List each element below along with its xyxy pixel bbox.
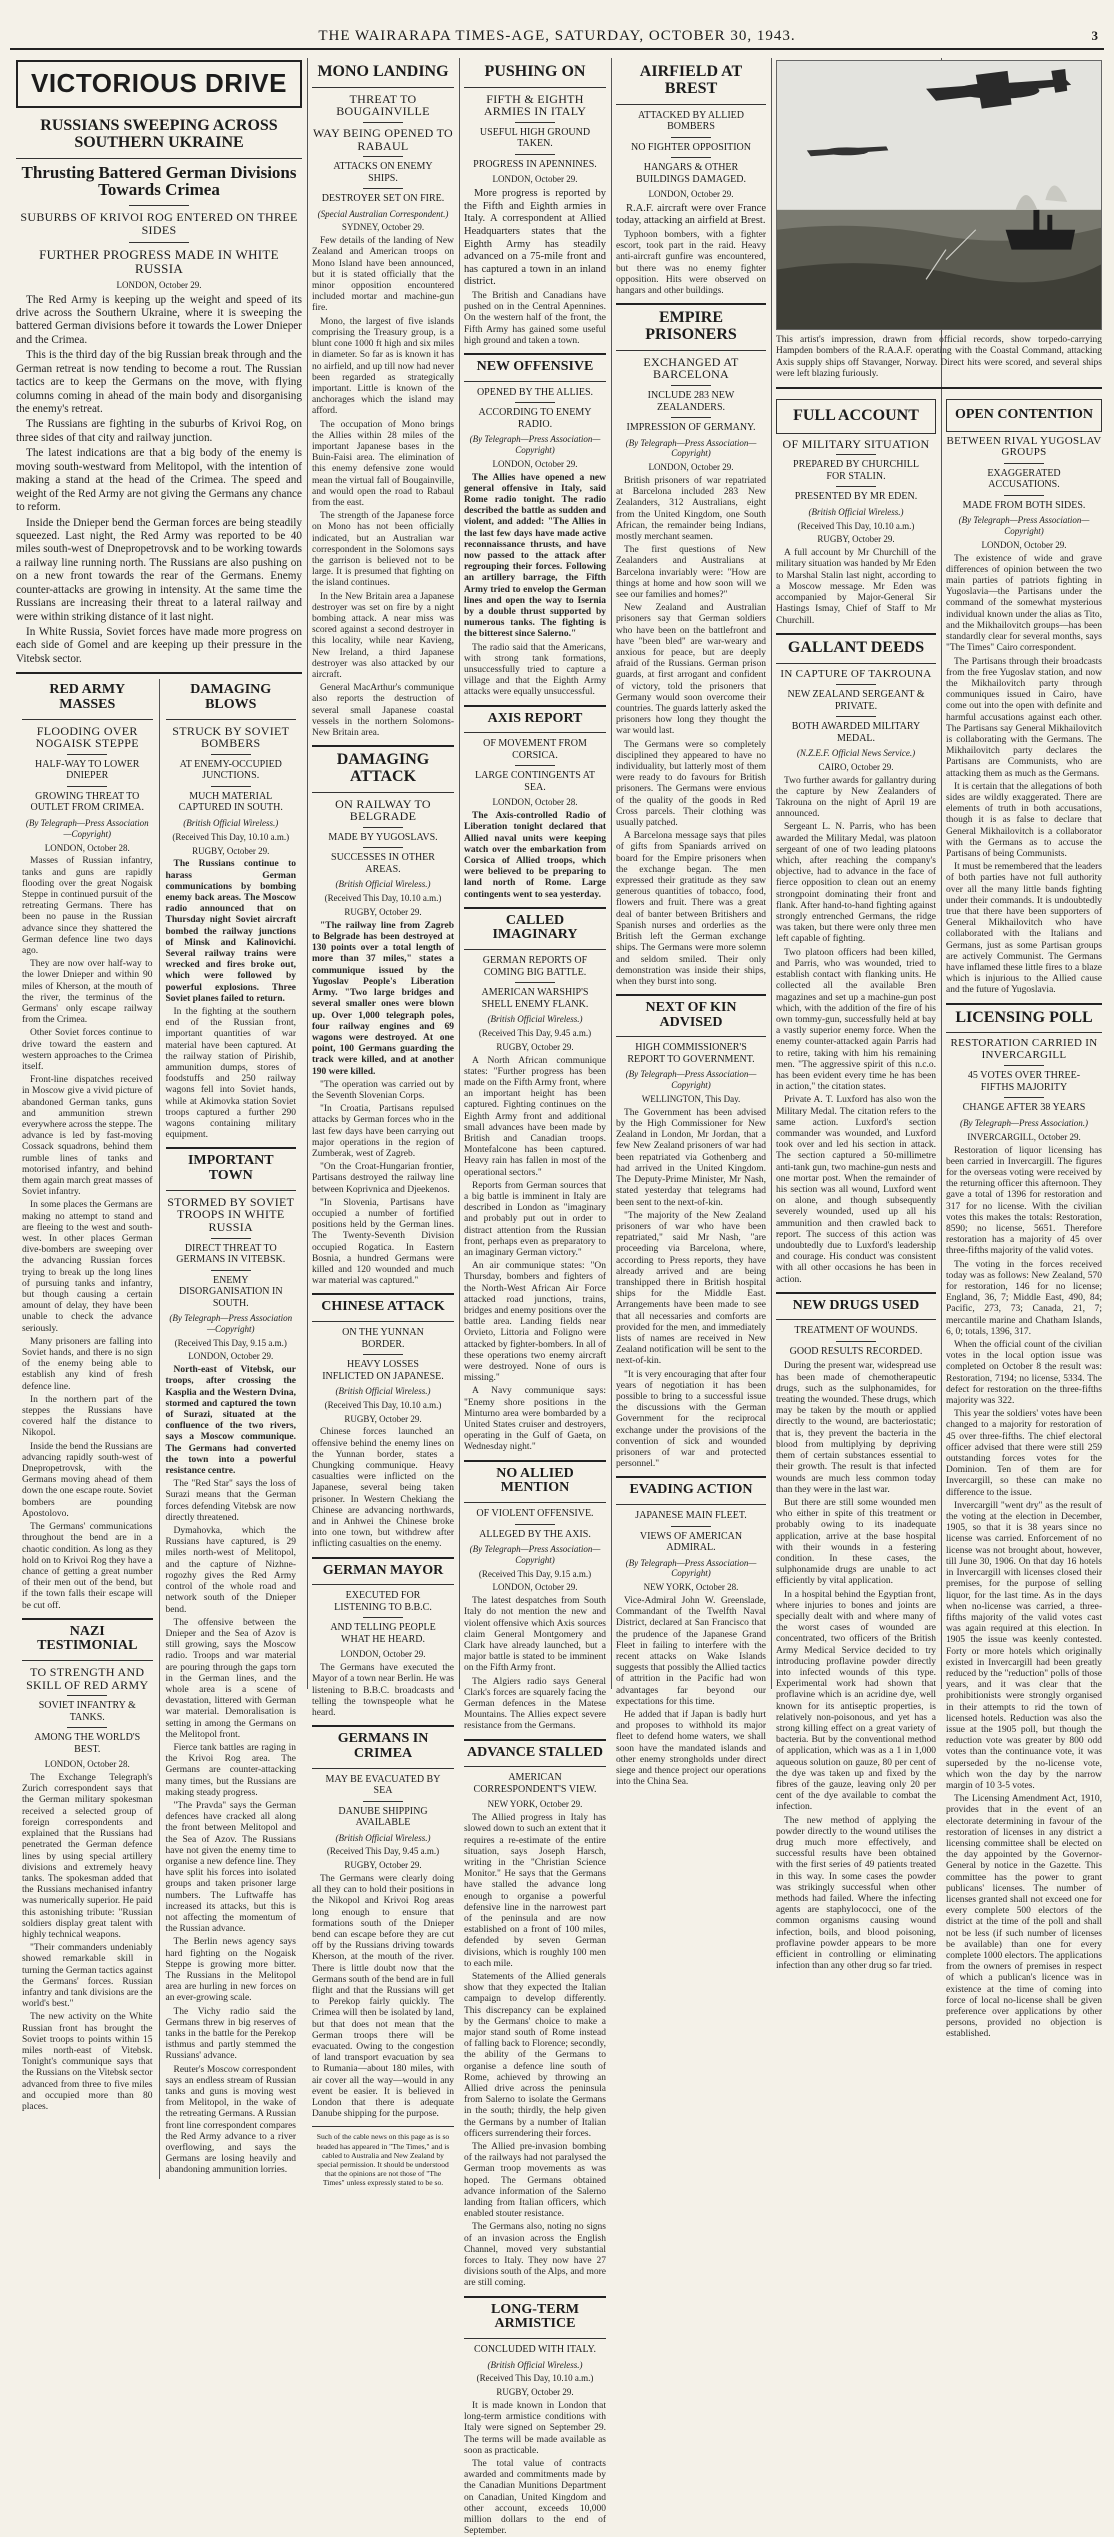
paragraph: The latest despatches from South Italy do not mention the new and violent offensive which Axis sources claim General Montgomery and Clark have already launched, but a major battle is stated to be imminent on the Fifth Army front.	[464, 1596, 606, 1674]
dateline: LONDON, October 28.	[492, 797, 578, 808]
deck: NEW ZEALAND SERGEANT & PRIVATE.	[787, 689, 925, 712]
dateline: LONDON, October 29.	[648, 189, 734, 200]
paragraph: Chinese forces launched an offensive behind the enemy lines on the Yunnan border, states a Chungking communique. Heavy casualties were inflicted on the Japanese, several being taken prisoner. In Western Chekiang the Chinese are advancing northwards, and in Anhwei the Chinese broke into one town, but withdrew after inflicting casualties on the enemy.	[312, 1427, 454, 1550]
paragraph: The latest indications are that a big body of the enemy is moving south-westward from Melitopol, with the intention of making a stand at the head of the Crimea. The speed and weight of the Red Army are not giving the Germans any chance to reform.	[16, 447, 302, 514]
paragraph: The Government has been advised by the High Commissioner for New Zealand in London, Mr Jordan, that a few New Zealand prisoners of war had been repatriated via Gothenberg and had arrived in the United Kingdom. The Deputy-Prime Minister, Mr Nash, stated yesterday that telegrams had been sent to the next-of-kin.	[616, 1107, 766, 1208]
paragraph: But there are still some wounded men who either in spite of this treatment or probably owing to its inadequate application, arrive at the base hospital with their wounds in a festering condition. In these cases, the sulphonamide drugs are unable to act efficiently by vital application.	[776, 1497, 936, 1587]
column-6	[776, 395, 936, 1972]
paragraph: An air communique states: "On Thursday, bombers and fighters of the North-West African Air Force attacked road junctions, trains, bridges and enemy positions over the battle area. Landing fields near Orvieto, Littoria and Foligno were attacked by fighter-bombers. In all of these operations two enemy aircraft were destroyed. None of ours is missing."	[464, 1261, 606, 1384]
dateline: RUGBY, October 29.	[192, 845, 270, 856]
dateline: RUGBY, October 29.	[344, 1860, 422, 1871]
deck: FLOODING OVER NOGAISK STEPPE	[35, 723, 139, 751]
deck: ENEMY DISORGANISATION IN SOUTH.	[178, 1274, 283, 1309]
credit: (British Official Wireless.)	[808, 506, 904, 517]
deck: ATTACKS ON ENEMY SHIPS.	[333, 161, 433, 184]
deck: TO STRENGTH AND SKILL OF RED ARMY	[26, 1665, 149, 1692]
deck: ON THE YUNNAN BORDER.	[342, 1327, 424, 1350]
column-rule	[459, 58, 460, 1689]
paragraph: Reuter's Moscow correspondent says an endless stream of Russian tanks and guns is moving west from Melitopol, in the wake of the retreating Germans. A Russian front line correspondent compares the Red Army advance to a river overflowing, and says the Germans are losing heavily and abandoning ammunition lorries.	[165, 2064, 296, 2176]
dateline: LONDON, October 29.	[188, 1351, 274, 1362]
headline: NEW OFFENSIVE	[476, 359, 594, 375]
deck: CHANGE AFTER 38 YEARS	[962, 1102, 1086, 1114]
credit: (By Telegraph—Press Association—Copyright)	[469, 1544, 601, 1565]
paragraph: The Germans were clearly doing all they can to hold their positions in the Nikopol and Krivoi Rog areas long enough to ensure that formations south of the Dnieper bend can escape before they are cut off by the Russians driving towards Kherson, at the mouth of the river. There is little doubt now that the Germans south of the bend are in full flight and that the Russians will get to Perekop fairly quickly. The Crimea will then be isolated by land, but that does not mean that the German troops there will be evacuated. Owing to the congestion of land transport evacuation by sea to Rumania—about 180 miles, with air cover all the way—would in any event be easier. It is believed in London that there is adequate Danube shipping for the purpose.	[312, 1873, 454, 2120]
credit: (British Official Wireless.)	[487, 2359, 583, 2370]
deck: THREAT TO BOUGAINVILLE	[336, 91, 430, 119]
paragraph: "The operation was carried out by the Seventh Slovenian Corps.	[312, 1079, 454, 1101]
deck: LARGE CONTINGENTS AT SEA.	[475, 770, 595, 793]
deck: JAPANESE MAIN FLEET.	[635, 1510, 747, 1522]
headline: IMPORTANT TOWN	[187, 1153, 274, 1184]
headline: CALLED IMAGINARY	[492, 912, 578, 943]
paragraph: North-east of Vitebsk, our troops, after crossing the Kasplia and the Western Dvina, stormed and captured the town of Surazi, situated at the confluence of the two rivers, says a Moscow communique. The Germans had converted the town into a powerful resistance centre.	[165, 1365, 296, 1477]
deck: GOOD RESULTS RECORDED.	[789, 1345, 923, 1357]
paragraph: The occupation of Mono brings the Allies within 28 miles of the important Japanese bases in the Buin-Faisi area. The elimination of this enemy defensive zone would mean the virtual fall of Bougainville, and would open the road to Rabaul from the east.	[312, 419, 454, 508]
headline: AIRFIELD AT BREST	[639, 63, 743, 97]
credit: (British Official Wireless.)	[335, 879, 431, 890]
deck: GROWING THREAT TO OUTLET FROM CRIMEA.	[30, 790, 144, 814]
deck: IMPRESSION OF GERMANY.	[626, 422, 756, 434]
paragraph: The total value of contracts awarded and commitments made by the Canadian Munitions Department on Canadian, United Kingdom and other account, exceeds 10,000 million dollars to the end of September.	[464, 2458, 606, 2537]
column-5	[616, 60, 766, 1788]
deck: ATTACKED BY ALLIED BOMBERS	[637, 109, 745, 133]
full-account-box	[776, 399, 936, 434]
paragraph: Typhoon bombers, with a fighter escort, took part in the raid. Heavy anti-aircraft gunfire was encountered, but there was no enemy fighter opposition. Hits were observed on hangars and other buildings.	[616, 230, 766, 297]
deck: DIRECT THREAT TO GERMANS IN VITEBSK.	[176, 1242, 286, 1266]
paragraph: Front-line dispatches received in Moscow give a vivid picture of abandoned German tanks, guns and ammunition strewn everywhere across the steppe. The advance is led by fast-moving Cossack squadrons, behind them rumble lines of tanks and motorised infantry, and behind them again march great masses of Soviet infantry.	[22, 1075, 153, 1198]
received: (Received This Day, 9.45 a.m.)	[478, 1027, 592, 1038]
headline: RED ARMY MASSES	[49, 682, 126, 713]
paragraph: "The majority of the New Zealand prisoners of war who have been repatriated," said Mr Nash, "are proceeding via Barcelona, where, according to Press reports, they have already arrived and are being transhipped there in British hospital ships for the Middle East. Arrangements have been made to see that all necessaries and comforts are provided for the men, and immediately lists of names are received in New Zealand notification will be sent to the next-of-kin.	[616, 1210, 766, 1367]
column-7	[946, 395, 1102, 2040]
paragraph: The Russians continue to harass German communications by bombing enemy back areas. The Moscow radio announced that on Thursday night Soviet aircraft bombed the railway junctions of Minsk and Kalinovichi. Several railway trains were wrecked and fires broke out, which were followed by powerful explosions. Three Soviet planes failed to return.	[165, 859, 296, 1004]
deck: FIFTH & EIGHTH ARMIES IN ITALY	[483, 91, 587, 119]
deck: DESTROYER SET ON FIRE.	[321, 193, 445, 205]
paragraph: "In Croatia, Partisans repulsed attacks by German forces who in the last few days have been carrying out major operations in the region of Zumberak, west of Zagreb.	[312, 1104, 454, 1159]
lead-deck: Thrusting Battered German Divisions Towards Crimea	[21, 162, 297, 200]
dateline: SYDNEY, October 29.	[341, 222, 425, 233]
headline: DAMAGING BLOWS	[190, 682, 272, 713]
paragraph: "It is very encouraging that after four years of negotiation it has been possible to bring to a successful issue the discussions with the German Government for the reciprocal exchange under the provisions of the convention of sick and wounded prisoners of war and protected personnel."	[616, 1369, 766, 1470]
paragraph: Invercargill "went dry" as the result of the voting at the election in December, 1905, so that it is 38 years since no license was carried. Enforcement of no license was not brought about, however, till June 30, 1906. On that day 16 hotels in Invercargill with licenses closed their premises, for the purpose of selling liquor, for the last time. As in the days when no-license was carried, a three-fifths majority of the valid votes cast was again required at this election. In 1905 the issue was keenly contested. Forty or more hotels which originally existed in Invercargill had been greatly reduced by the "reduction" polls of those years, and it was clear that the prohibitionists were strongly organised in their attempts to rid the town of licensed hotels. Reduction was also the issue at the 1905 poll, but though the reduction vote was greater by 800 odd votes than the continuance vote, it was superseded by the no-license vote, which won the day by the narrow margin of 10 3-5 votes.	[946, 1500, 1102, 1791]
paragraph: During the present war, widespread use has been made of chemotherapeutic drugs, such as the sulphonamides, for treating the wounded. These drugs, which may be taken by the mouth or applied directly to the wound, are bacteriostatic; that is, they prevent the bacteria in the blood from multiplying by depriving them of certain substances essential to their growth. The result is that infected wounds are much less common today than they were in the last war.	[776, 1361, 936, 1495]
deck: RESTORATION CARRIED IN INVERCARGILL	[950, 1037, 1098, 1061]
paragraph: In the northern part of the steppes the Russians have covered half the distance to Nikopol.	[22, 1394, 153, 1439]
paragraph: The Vichy radio said the Germans threw in big reserves of tanks in the battle for the Perekop isthmus and partly stemmed the Russians' advance.	[165, 2006, 296, 2062]
received: (Received This Day, 10.10 a.m.)	[324, 893, 442, 904]
deck: GERMAN REPORTS OF COMING BIG BATTLE.	[482, 955, 588, 978]
paragraph: In a hospital behind the Egyptian front, where injuries to bones and joints are specially dealt with and where many of the worst cases of wounded are concentrated, two officers of the British Army Medical Service decided to try introducing proflavine powder directly into infected wounds of this type. Experimental work had shown that proflavine which is an acridine dye, well known for its antiseptic properties, is relatively non-poisonous, and yet has a strong killing effect on a great variety of bacteria. But by the conventional method of application, which was as a 1 in 1,000 aqueous solution on gauze, 80 per cent of the dye was taken up and fixed by the fibres of the gauze, leaving only 20 per cent of the dye available to combat the infection.	[776, 1589, 936, 1813]
headline: LONG-TERM ARMISTICE	[491, 2301, 579, 2332]
paragraph: The first questions of New Zealanders and Australians at Barcelona invariably were: "How are things at home and how soon will we see our families and homes?"	[616, 545, 766, 600]
article-damaging-blows	[160, 679, 303, 2178]
credit: (By Telegraph—Press Association—Copyright)	[625, 437, 757, 459]
paragraph: The Algiers radio says General Clark's forces are squarely facing the German defences in the Matese Mountains. The Allies expect severe resistance from the Germans.	[464, 1676, 606, 1732]
deck: OF VIOLENT OFFENSIVE.	[476, 1508, 594, 1520]
credit: (N.Z.E.F. Official News Service.)	[796, 748, 916, 759]
paragraph: They are now over half-way to the lower Dnieper and within 90 miles of Kherson, at the mouth of the river, the terminus of the Germans' only escape railway from the Crimea.	[22, 959, 153, 1026]
dateline: LONDON, October 29.	[981, 539, 1067, 550]
paragraph: R.A.F. aircraft were over France today, attacking an airfield at Brest.	[616, 202, 766, 227]
deck: HEAVY LOSSES INFLICTED ON JAPANESE.	[322, 1359, 444, 1382]
paragraph: Two platoon officers had been killed, and Parris, who was wounded, tried to establish contact with flanking units. He collected all the available Bren magazines and set up a machine-gun post which, with the addition of the fire of his own tommy-gun, successfully held at bay a vastly superior enemy force. When the enemy counter-attacked again Parris had to retire, taking with him his remaining men. "The aggressive spirit of this n.c.o. has been evident every time he has been in action," the citation states.	[776, 947, 936, 1093]
paragraph: The Allied pre-invasion bombing of the railways had not paralysed the German troop movements as was hoped. The Germans obtained advance information of the Salerno landing from Italian officers, which enabled stouter resistance.	[464, 2142, 606, 2220]
deck: OF MILITARY SITUATION	[782, 436, 930, 451]
dateline: LONDON, October 29.	[648, 462, 734, 473]
deck: MADE BY YUGOSLAVS.	[328, 831, 438, 843]
paragraph: The Exchange Telegraph's Zurich correspondent says that the German military spokesman received a selected group of foreign correspondents and explained that the Russians had penetrated the German defence lines by using special artillery divisions and extremely heavy tanks. The spokesman added that the Russians mechanised infantry was numerically superior. He paid this astonishing tribute: "Russian soldiers display great talent with highly technical weapons.	[22, 1773, 153, 1940]
page-number: 3	[1091, 28, 1098, 43]
dateline: NEW YORK, October 29.	[487, 1799, 583, 1810]
credit: (By Telegraph—Press Association—Copyright)	[625, 1069, 757, 1091]
dateline: LONDON, October 29.	[116, 279, 202, 290]
bomber-illustration-art	[777, 61, 1101, 329]
paragraph: Other Soviet forces continue to drive toward the eastern and western approaches to the Crimea itself.	[22, 1028, 153, 1072]
masthead	[10, 28, 1104, 50]
dateline: LONDON, October 29.	[492, 458, 578, 469]
lead-headline-box	[16, 60, 302, 108]
deck: WAY BEING OPENED TO RABAUL	[312, 125, 454, 153]
paragraph: He added that if Japan is badly hurt and proposes to withhold its major fleet to defend home waters, we shall soon have the mandated islands and other enemy strongholds under direct siege and thence project our operations into the China Sea.	[616, 1709, 766, 1788]
deck: SOVIET INFANTRY & TANKS.	[38, 1700, 136, 1723]
headline: GERMAN MAYOR	[322, 1562, 444, 1578]
deck: AT ENEMY-OCCUPIED JUNCTIONS.	[179, 758, 282, 782]
paragraph: The Red Army is keeping up the weight and speed of its drive across the Southern Ukraine, where it is sweeping the battered German divisions before it towards the Lower Dnieper and the Crimea.	[16, 293, 302, 346]
open-contention-box	[946, 399, 1102, 432]
headline: ADVANCE STALLED	[466, 1744, 603, 1760]
paragraph: A Navy communique says: "Enemy shore positions in the Minturno area were bombarded by a United States cruiser and destroyers, operating in the Gulf of Gaeta, on Wednesday night."	[464, 1386, 606, 1453]
dateline: RUGBY, October 29.	[344, 907, 422, 918]
paragraph: A North African communique states: "Further progress has been made on the Fifth Army front, where an important height has been captured. Fighting continues on the Eighth Army front and additional small advances have been made by British and Canadian troops. Montefalcone has been captured. Heavy rain has fallen in most of the operational sectors."	[464, 1055, 606, 1178]
dateline: WELLINGTON, This Day.	[641, 1094, 741, 1105]
paragraph: In the New Britain area a Japanese destroyer was set on fire by a night bombing attack. A near miss was scored against a second destroyer in this locality, while near Kavieng, New Ireland, a third Japanese destroyer was also attacked by our aircraft.	[312, 591, 454, 680]
paragraph: Inside the bend the Russians are advancing rapidly south-west of Dnepropetrovsk, with the Germans moving ahead of them down the one escape route. Soviet bombers are pounding Apostolovo.	[22, 1441, 153, 1519]
received: (Received This Day, 10.10 a.m.)	[172, 831, 290, 842]
paragraph: It is certain that the allegations of both sides are wildly exaggerated. There are elements of truth in both accusations, though it is as false to declare that General Mikhailovitch is a collaborator with the Germans as to accuse the Partisans of being Communists.	[946, 781, 1102, 859]
received: (Received This Day, 9.15 a.m.)	[174, 1337, 287, 1348]
deck: AMONG THE WORLD'S BEST.	[34, 1732, 141, 1755]
dateline: LONDON, October 29.	[340, 1649, 426, 1660]
paragraph: When the official count of the civilian votes in the local option issue was completed on October 8 the result was: Restoration, 7194; no license, 5334. The defect for restoration on the three-fifths majority was 322.	[946, 1340, 1102, 1407]
paragraph: The new method of applying the powder directly to the wound utilises the drug much more effectively, and successful results have been obtained with the first series of 49 patients treated in this way. In some cases the powder was strikingly successful when other methods had failed. Where the infecting agents are staphylococci, one of the common organisms causing wound infection, boils, and blood poisoning, proflavine powder appears to be more efficient in controlling or eliminating infection than any other drug so far tried.	[776, 1815, 936, 1972]
credit: (By Telegraph—Press Association—Copyright)	[958, 515, 1090, 537]
paragraph: The Germans also, noting no signs of an invasion across the English Channel, moved very substantial forces to Italy. They now have 27 divisions south of the Alps, and more are still coming.	[464, 2222, 606, 2289]
paragraph: The strength of the Japanese force on Mono has not been officially indicated, but an Australian war correspondent in the Solomons says the garrison is believed not to be large. It is presumed that fighting on the island continues.	[312, 511, 454, 589]
paragraph: The British and Canadians have pushed on in the Central Apennines. On the western half of the front, the Fifth Army has gained some useful high ground and taken a town.	[464, 291, 606, 346]
deck: STORMED BY SOVIET TROOPS IN WHITE RUSSIA	[167, 1194, 295, 1234]
paragraph: The offensive between the Dnieper and the Sea of Azov is still growing, says the Moscow radio. Troops and war material are pouring through the gaps torn in the German lines, and the whole area is a scene of devastation, littered with German war material. Demoralisation is setting in among the Germans on the Melitopol front.	[165, 1617, 296, 1740]
deck: AND TELLING PEOPLE WHAT HE HEARD.	[330, 1622, 436, 1645]
credit: (British Official Wireless.)	[335, 1832, 431, 1843]
deck: MADE FROM BOTH SIDES.	[962, 499, 1086, 511]
deck: PROGRESS IN APENNINES.	[473, 158, 597, 170]
received: (Received This Day, 10.10 a.m.)	[476, 2373, 594, 2384]
paragraph: The radio said that the Americans, with strong tank formations, unsuccessfully tried to capture a village and that the Eighth Army attacks were equally unsuccessful.	[464, 642, 606, 698]
dateline: LONDON, October 29.	[492, 1582, 578, 1593]
paragraph: New Zealand and Australian prisoners say that German soldiers who have been on the battlefront and have "been bled" are war-weary and anxious for peace, but are deeply afraid of the Russians. German prison guards, at first arrogant and confident of victory, told the prisoners that Germany would soon overcome their countries. The guards latterly asked the prisoners how long they thought the war would last.	[616, 603, 766, 737]
received: (Received This Day, 9.15 a.m.)	[478, 1568, 592, 1579]
paragraph: The Germans have executed the Mayor of a town near Berlin. He was listening to B.B.C. broadcasts and telling the townspeople what he heard.	[312, 1663, 454, 1718]
received: (Received This Day, 10.10 a.m.)	[797, 520, 915, 531]
paragraph: The Axis-controlled Radio of Liberation tonight declared that Allied naval units were keeping watch over the embarkation from Corsica of Allied troops, which were believed to be preparing to land north of Rome. Large contingents went to sea yesterday.	[464, 811, 606, 900]
paragraph: Many prisoners are falling into Soviet hands, and there is no sign of the enemy being able to establish any kind of fresh defence line.	[22, 1336, 153, 1392]
paragraph: The Licensing Amendment Act, 1910, provides that in the event of an electorate determining in favour of the restoration of licenses in any district a licensing committee shall be elected on the day appointed by the Governor-General by notice in the Gazette. This committee has the power to grant publicans' licenses. The number of licenses granted shall not exceed one for every complete 500 electors of the district at the time of the poll and shall not be less (if such number of licenses be available) than one for every complete 1000 electors. The applications from the owners of premises in respect of which a publican's licence was in existence at the time of coming into force of local no-license shall be given preference over applications by other persons, provided no objection is established.	[946, 1794, 1102, 2040]
paragraph: Reports from German sources that a big battle is imminent in Italy are described in London as "imaginary and probably put out in order to distract attention from the Russian front, perhaps even as preparatory to an imaginary German victory."	[464, 1180, 606, 1259]
deck: INCLUDE 283 NEW ZEALANDERS.	[647, 390, 735, 413]
paragraph: The Russians are fighting in the suburbs of Krivoi Rog, on three sides of that city and railway junction.	[16, 418, 302, 444]
dateline: LONDON, October 29.	[492, 174, 578, 185]
deck: HANGARS & OTHER BUILDINGS DAMAGED.	[636, 162, 746, 185]
dateline: NEW YORK, October 28.	[643, 1582, 739, 1593]
deck: DANUBE SHIPPING AVAILABLE	[338, 1805, 428, 1829]
deck: USEFUL HIGH GROUND TAKEN.	[479, 126, 591, 150]
lead-column	[16, 60, 302, 2176]
deck: CONCLUDED WITH ITALY.	[474, 2344, 596, 2356]
column-4	[464, 60, 606, 2537]
headline: AXIS REPORT	[487, 710, 583, 726]
deck: ALLEGED BY THE AXIS.	[479, 1528, 591, 1540]
paragraph: It is made known in London that long-term armistice conditions with Italy were signed on September 29. The terms will be made available as soon as practicable.	[464, 2400, 606, 2456]
credit: (By Telegraph—Press Association—Copyright)	[469, 434, 601, 456]
deck: SUCCESSES IN OTHER AREAS.	[331, 852, 435, 875]
credit: (By Telegraph—Press Association—Copyright)	[169, 1313, 293, 1334]
headline: NO ALLIED MENTION	[496, 1465, 574, 1496]
headline: GALLANT DEEDS	[787, 638, 925, 656]
paragraph: Statements of the Allied generals show that they expected the Italian campaign to develop differently. This discrepancy can be explained by the Germans' choice to make a major stand south of Rome instead of falling back to Florence; secondly, the ability of the Germans to organise a defence line south of Rome, achieved by throwing an Allied drive across the peninsula from Salerno to isolate the Germans in the south; thirdly, the help given the Germans by a number of Italian officers surrendering their forces.	[464, 1972, 606, 2139]
received: (Received This Day, 9.45 a.m.)	[326, 1846, 440, 1857]
deck: MUCH MATERIAL CAPTURED IN SOUTH.	[178, 790, 283, 814]
paragraph: The Allied progress in Italy has slowed down to such an extent that it requires a re-estimate of the entire situation, says Joseph Harsch, writing in the "Christian Science Monitor." He says that the Germans have stalled the advance long enough to organise a powerful defensive line in the narrowest part of the peninsula and are now established on a front of 100 miles, defended by seven German divisions, which is roughly 100 men to each mile.	[464, 1813, 606, 1969]
deck: OPENED BY THE ALLIES.	[476, 386, 594, 398]
headline: OPEN CONTENTION	[954, 407, 1094, 422]
paragraph: "On the Croat-Hungarian frontier, Partisans destroyed the railway line between Koprivnica and Djeekenos.	[312, 1162, 454, 1195]
paragraph: "The railway line from Zagreb to Belgrade has been destroyed at 130 points over a total length of more than 37 miles," states a communique issued by the Yugoslav People's Liberation Army. "Two large bridges and several smaller ones were blown up. Over 1,000 telegraph poles, four railway engines and 69 wagons were destroyed. At one point, 100 Germans guarding the track were killed, and at another 190 were killed.	[312, 920, 454, 1077]
paragraph: The Germans' communications throughout the bend are in a chaotic condition. As long as they hold on to Krivoi Rog they have a chance of getting a great number of their men out of the bend, but if the town falls their escape will be cut off.	[22, 1522, 153, 1611]
paragraph: The Germans were so completely disciplined they appeared to have no individuality, but latterly most of them were ready to do favours for British prisoners. The Germans were envious of the quality of the goods in Red Cross parcels. Their clothing was usually patched.	[616, 739, 766, 829]
paragraph: Two further awards for gallantry during the capture by New Zealanders of Takrouna on the night of April 19 are announced.	[776, 775, 936, 820]
paragraph: The Berlin news agency says hard fighting on the Nogaisk Steppe is growing more bitter. The Russians in the Melitopol area are hurling in new forces on an ever-growing scale.	[165, 1937, 296, 2004]
headline: GERMANS IN CRIMEA	[337, 1731, 429, 1761]
footnote: Such of the cable news on this page as is so headed has appeared in "The Times," and is cabled to Australia and New Zealand by special permission. It should be understood that the opinions are not those of "The Times" unless expressly stated to be so.	[316, 2132, 450, 2187]
deck: ACCORDING TO ENEMY RADIO.	[478, 407, 592, 430]
column-rule	[771, 58, 772, 1689]
received: (Received This Day, 10.10 a.m.)	[324, 1399, 442, 1410]
headline: LICENSING POLL	[955, 1008, 1093, 1026]
dateline: RUGBY, October 29.	[344, 1413, 422, 1424]
paragraph: Few details of the landing of New Zealand and American troops on Mono Island have been announced, but it is stated officially that the minor opposition encountered included mortar and machine-gun fire.	[312, 236, 454, 314]
column-rule	[307, 58, 308, 1689]
paragraph: This is the third day of the big Russian break through and the German retreat is now tending to become a rout. The Russian tactics are to keep the Germans on the move, with flying columns coming in ahead of the main body and disorganising the enemy's retreat.	[16, 349, 302, 416]
deck: TREATMENT OF WOUNDS.	[794, 1325, 918, 1337]
dateline: INVERCARGILL, October 29.	[967, 1131, 1081, 1142]
paragraph: "In Slovenia, Partisans have occupied a number of fortified positions held by the German lines. The Twenty-Seventh Division occupied Rogatica. In Eastern Bosnia, a hundred Germans were killed and 120 wounded and much war material was captured."	[312, 1197, 454, 1287]
deck: BETWEEN RIVAL YUGOSLAV GROUPS	[946, 434, 1102, 459]
headline: CHINESE ATTACK	[321, 1299, 445, 1315]
deck: EXCHANGED AT BARCELONA	[643, 354, 739, 382]
paragraph: In the fighting at the southern end of the Russian front, important quantities of war material have been captured. At the railway station of Pirishib, ammunition dumps, stores of foodstuffs and 250 railway wagons fell into Soviet hands, while at Akimovka station Soviet troops captured a further 290 wagons containing military equipment.	[165, 1006, 296, 1141]
deck: PRESENTED BY MR EDEN.	[794, 491, 918, 503]
deck: HIGH COMMISSIONER'S REPORT TO GOVERNMENT.	[627, 1042, 755, 1065]
deck: EXECUTED FOR LISTENING TO B.B.C.	[334, 1590, 432, 1613]
article-red-army	[16, 679, 159, 2178]
paragraph: The "Red Star" says the loss of Surazi means that the German forces defending Vitebsk are now directly threatened.	[165, 1479, 296, 1523]
deck: AMERICAN CORRESPONDENT'S VIEW.	[473, 1772, 597, 1795]
paragraph: The Partisans through their broadcasts from the free Yugoslav station, and now the Mikhailovitch party through communiques issued in Cairo, have come out into the open with definite and harmful accusations against each other. The Partisans say General Mikhailovitch is collaborating with the Germans. The Mikhailovitch party declares the Partisans are Communists, who are attacking them as much as the Germans.	[946, 656, 1102, 779]
deck: MAY BE EVACUATED BY SEA	[325, 1773, 441, 1797]
paragraph: Masses of Russian infantry, tanks and guns are rapidly flooding over the great Nogaisk Steppe in continued pursuit of the retreating Germans. There has been no pause in the Russian advance since they shattered the German defence line two days ago.	[22, 856, 153, 956]
paragraph: Sergeant L. N. Parris, who has been awarded the Military Medal, was platoon sergeant of one of two leading platoons which, after reaching the company's objective, had to advance in the face of fierce opposition to clean out an enemy strongpoint dominating their front and flank. After hand-to-hand fighting against strongly entrenched Germans, the ridge was taken, but there were only three men left capable of fighting.	[776, 822, 936, 945]
deck: PREPARED BY CHURCHILL FOR STALIN.	[793, 459, 919, 482]
dateline: RUGBY, October 29.	[817, 534, 895, 545]
deck: AMERICAN WARSHIP'S SHELL ENEMY FLANK.	[481, 987, 589, 1010]
deck: OF MOVEMENT FROM CORSICA.	[483, 738, 587, 761]
credit: (Special Australian Correspondent.)	[317, 208, 449, 219]
credit: (British Official Wireless.)	[335, 1386, 431, 1397]
dateline: LONDON, October 28.	[44, 1759, 130, 1770]
paragraph: The existence of wide and grave differences of opinion between the two main parties of patriots fighting in Yugoslavia—the Partisans under the command of the somewhat mysterious individual known under the alias as Tito, and the Mikhailovitch groups—has been standardly clear for several months, says "The Times" Cairo correspondent.	[946, 553, 1102, 654]
paragraph: British prisoners of war repatriated at Barcelona included 283 New Zealanders, 312 Australians, eight from the United Kingdom, one South African, the remainder being Indians, mostly merchant seamen.	[616, 475, 766, 542]
headline: FULL ACCOUNT	[793, 407, 919, 424]
paragraph: "The Pravda" says the German defences have cracked all along the front between Melitopol and the Sea of Azov. The Russians have not given the enemy time to organise a new defence line. They have split his forces into isolated groups and taken prisoner large numbers. The Luftwaffe has increased its attacks, but this is not affecting the momentum of the Russian advance.	[165, 1800, 296, 1935]
deck: 45 VOTES OVER THREE-FIFTHS MAJORITY	[967, 1070, 1081, 1093]
paragraph: A Barcelona message says that piles of gifts from Spaniards arrived on board for the Empire prisoners when the exchange began. The men expressed their gratitude as they saw generous quantities of tobacco, food, flowers and fruit. There was a great deal of banter between Britishers and Spanish nurses and orderlies as the British left the German exchange ships. The Germans were more solemn and seldom smiled. Their only demonstration was inside their ships, when they burst into song.	[616, 831, 766, 987]
photo-caption: This artist's impression, drawn from official records, show torpedo-carrying Hampden bombers of the R.A.A.F. operating with the Coastal Command, attacking Axis supply ships off Stavanger, Norway. Direct hits were scored, and several ships were left blazing furiously.	[776, 335, 1102, 380]
credit: (By Telegraph—Press Association—Copyright)	[25, 817, 149, 839]
paragraph: "Their commanders undeniably showed remarkable skill in turning the German tactics against the Germans' forces. Russian infantry and tank divisions are the world's best."	[22, 1943, 153, 2010]
bomber-illustration	[776, 60, 1102, 330]
dateline: LONDON, October 28.	[44, 842, 130, 853]
dateline: RUGBY, October 29.	[496, 2387, 574, 2398]
credit: (British Official Wireless.)	[487, 1014, 583, 1025]
deck: BOTH AWARDED MILITARY MEDAL.	[791, 721, 921, 744]
paragraph: Inside the Dnieper bend the German forces are being steadily squeezed. Last night, the Red Army was reported to be 40 miles south-west of Dnepropetrovsk and to be working towards a railway line running north. The Russians are also pushing on on a new front towards the rear of the Germans. Enemy counter-attacks are growing in intensity. At the same time the Russians are increasing their threat to a lateral railway and were within striking distance of it last night.	[16, 516, 302, 623]
headline: NEXT OF KIN ADVISED	[645, 1000, 737, 1030]
headline: PUSHING ON	[484, 63, 586, 80]
paragraph: The new activity on the White Russian front has brought the Soviet troops to points within 15 miles north-east of Vitebsk. Tonight's communique says that the Russians on the Vitebsk sector advanced from three to five miles and occupied more than 80 places.	[22, 2012, 153, 2112]
lead-deck: RUSSIANS SWEEPING ACROSS SOUTHERN UKRAINE	[40, 117, 278, 151]
paragraph: A full account by Mr Churchill of the military situation was handed by Mr Eden to Marshal Stalin last night, according to a Moscow message. Mr Eden was accompanied by Major-General Sir Hastings Ismay, Chief of Staff to Mr Churchill.	[776, 548, 936, 626]
paragraph: General MacArthur's communique also reports the destruction of several small Japanese coastal vessels in the northern Solomons-New Britain area.	[312, 683, 454, 738]
lead-headline: VICTORIOUS DRIVE	[30, 68, 287, 98]
paragraph: In White Russia, Soviet forces have made more progress on each side of Gomel and are keeping up their pressure in the Vitebsk sector.	[16, 626, 302, 665]
credit: (By Telegraph—Press Association.)	[960, 1117, 1088, 1128]
column-rule	[611, 58, 612, 1689]
paragraph: Fierce tank battles are raging in the Krivoi Rog area. The Germans are counter-attacking many times, but the Russians are making steady progress.	[165, 1742, 296, 1798]
deck: EXAGGERATED ACCUSATIONS.	[987, 467, 1061, 491]
headline: NAZI TESTIMONIAL	[37, 1623, 138, 1654]
deck: VIEWS OF AMERICAN ADMIRAL.	[639, 1530, 743, 1554]
paragraph: In some places the Germans are making no attempt to stand and are fleeing to the west and south-west. In other places German dive-bombers are sweeping over the advancing Russian forces trying to break up the long lines of pursuing tanks and infantry, but though causing a certain amount of delay, they have been unable to check the advance seriously.	[22, 1200, 153, 1334]
headline: MONO LANDING	[317, 63, 449, 80]
paragraph: More progress is reported by the Fifth and Eighth armies in Italy. A correspondent at Allied Headquarters states that the Eighth Army has steadily advanced on a 75-mile front and has captured a town in an inland district.	[464, 188, 606, 288]
paragraph: It must be remembered that the leaders of both parties have not full authority over all the many little bands fighting under their commands. It is undoubtedly true that there have been supporters of General Mikhailovitch who have collaborated with the Italians and Germans, just as some Partisan groups are actively Communist. The Germans have inflamed these little fires to a blaze which is injurious to the Allied cause and the future of Yugoslavia.	[946, 862, 1102, 996]
credit: (British Official Wireless.)	[183, 817, 279, 828]
headline: EMPIRE PRISONERS	[645, 309, 737, 344]
dateline: RUGBY, October 29.	[496, 1041, 574, 1052]
deck: NO FIGHTER OPPOSITION	[630, 141, 751, 153]
paragraph: Private A. T. Luxford has also won the Military Medal. The citation refers to the same action. Luxford's section commander was wounded, and Luxford took over and led his section in attack. The section captured a 50-millimetre anti-tank gun, two machine-gun nests and one mortar post. When the remainder of his section was all wound, Luxford went on alone, and though subsequently severely wounded, used up all his ammunition and then crawled back to report. The success of this action was undoubtedly due to Luxford's leadership and courage. His conduct was consistent with all other occasions he has been in action.	[776, 1095, 936, 1285]
paragraph: Dymahovka, which the Russians have captured, is 29 miles north-west of Melitopol, and the capture of Nizhne-rogozhy gives the Red Army control of the whole road and network south of the Dnieper bend.	[165, 1526, 296, 1615]
sub-columns	[16, 679, 302, 2178]
column-3	[312, 60, 454, 2187]
dateline: CAIRO, October 29.	[818, 761, 894, 772]
paragraph: This year the soldiers' votes have been changed to a majority for restoration of 45 over three-fifths. The chief electoral officer advised that there were still 259 outstanding forces votes for the Dominion. Ten of them are for Invercargill, so these can make no difference to the issue.	[946, 1409, 1102, 1498]
deck: ON RAILWAY TO BELGRADE	[335, 796, 431, 824]
deck: IN CAPTURE OF TAKROUNA	[780, 667, 932, 680]
headline: EVADING ACTION	[629, 1482, 753, 1498]
headline: NEW DRUGS USED	[792, 1297, 920, 1313]
paragraph: Mono, the largest of five islands comprising the Treasury group, is a blunt cone 1000 ft high and six miles in diameter. So far as is known it has no airfield, and up till now had never been regarded as strategically important. Little is known of the anchorages which the island may afford.	[312, 316, 454, 417]
paragraph: The Allies have opened a new general offensive in Italy, said Rome radio tonight. The radio described the battle as sudden and violent, and added: "The Allies in the last few days have made active reconnaissance thrusts, and have now passed to the attack after regrouping their forces. Following an artillery barrage, the Fifth Army tried to envelop the German lines and open the way to Isernia by a double thrust supported by numerous tanks. The fighting is the bitterest since Salerno."	[464, 472, 606, 640]
headline: DAMAGING ATTACK	[336, 751, 430, 785]
lead-deck: SUBURBS OF KRIVOI ROG ENTERED ON THREE SIDES	[20, 210, 298, 237]
deck: HALF-WAY TO LOWER DNIEPER	[35, 758, 140, 782]
lead-body	[16, 294, 302, 667]
lead-deck: FURTHER PROGRESS MADE IN WHITE RUSSIA	[39, 247, 279, 277]
paragraph: The voting in the forces received today was as follows: New Zealand, 570 for restoration, 146 for no license; England, 36, 7; Middle East, 490, 84; Pacific, 273, 73; Canada, 21, 7; mercantile marine and Chatham Islands, 6, 0; totals, 1396, 317.	[946, 1259, 1102, 1337]
masthead-title: THE WAIRARAPA TIMES-AGE, SATURDAY, OCTOBER 30, 1943.	[318, 28, 796, 44]
paragraph: Restoration of liquor licensing has been carried in Invercargill. The figures for the overseas voting were received by the returning officer this afternoon. They gave a total of 1396 for restoration and 317 for no license. With the civilian votes this makes the totals: Restoration, 8590; no license, 5651. Therefore restoration has a majority of 45 over three-fifths majority of the valid votes.	[946, 1145, 1102, 1257]
paragraph: Vice-Admiral John W. Greenslade, Commandant of the Twelfth Naval District, declared at San Francisco that the prudence of the Japanese Grand Fleet in failing to interfere with the recent attacks on Wake Islands suggests that possibly the Allied tactics of attrition in the Pacific had won advantages far beyond our expectations for this time.	[616, 1595, 766, 1707]
deck: STRUCK BY SOVIET BOMBERS	[172, 723, 290, 751]
credit: (By Telegraph—Press Association—Copyright)	[625, 1557, 757, 1579]
